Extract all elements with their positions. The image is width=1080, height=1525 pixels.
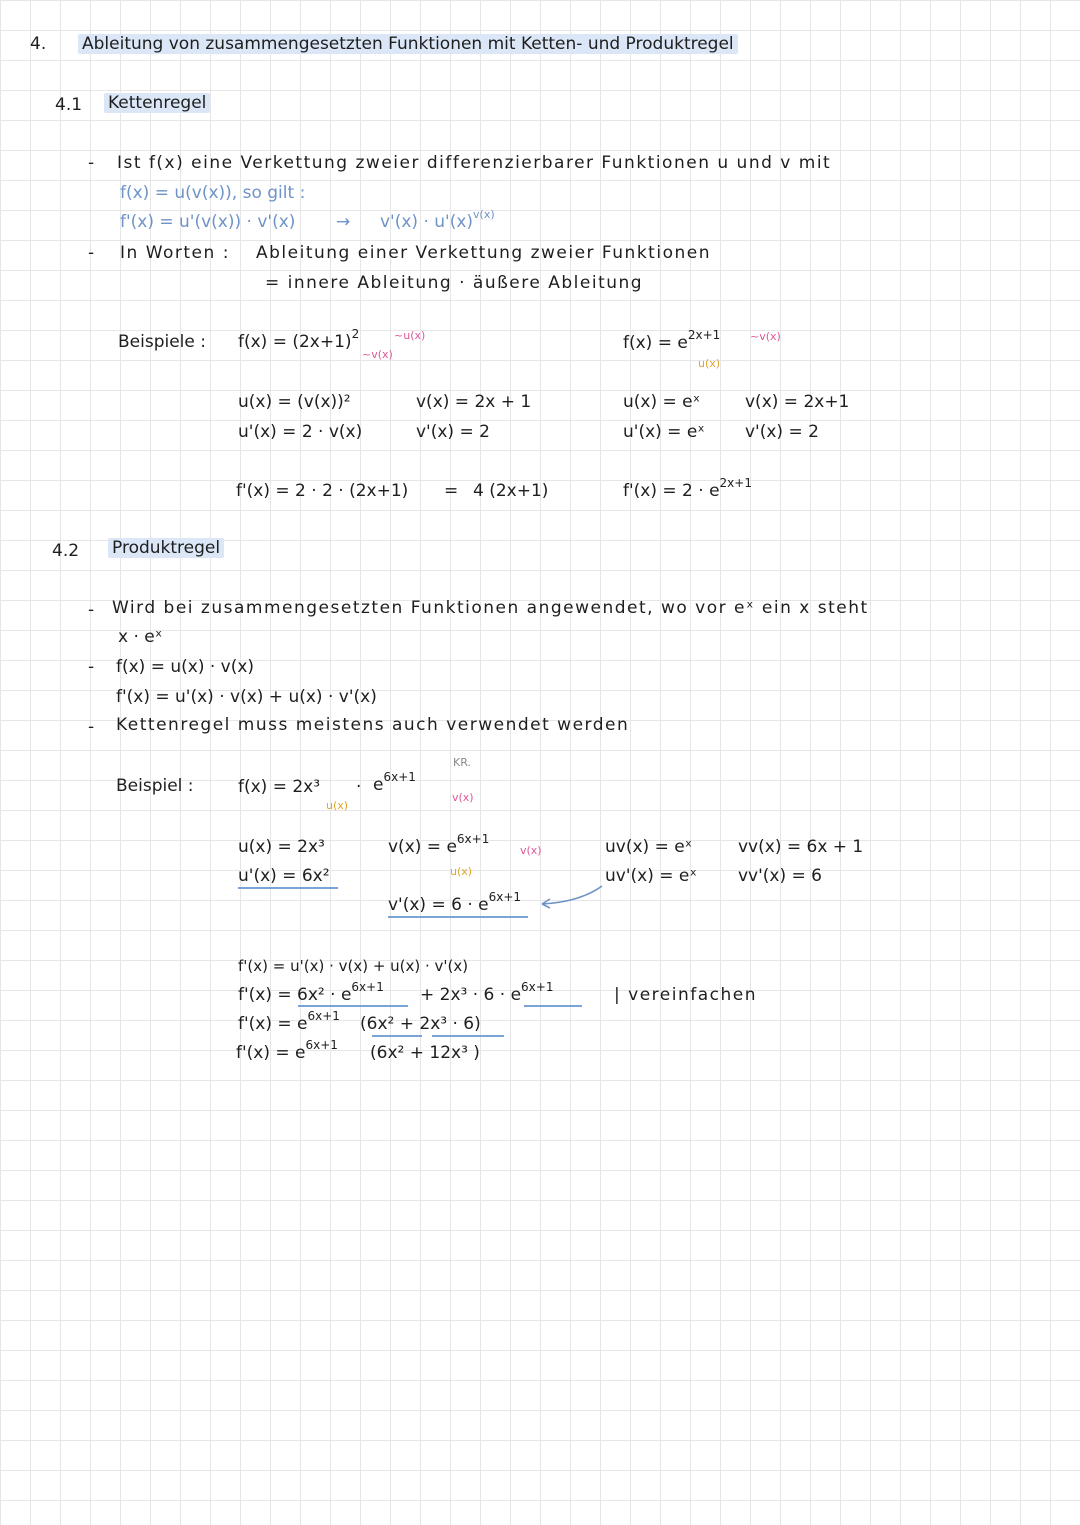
ex1-f-text: f(x) = (2x+1) <box>238 332 352 352</box>
kettenregel-derivative: f'(x) = u'(v(x)) · v'(x) <box>120 212 296 232</box>
note-ux: u(x) <box>326 799 349 812</box>
s2a-exp: 6x+1 <box>351 980 384 994</box>
step3-part-b: (6x² + 2x³ · 6) <box>360 1014 481 1034</box>
ex1-equals: = <box>444 481 459 501</box>
s4a-exp: 6x+1 <box>305 1038 338 1052</box>
underline-step3-a <box>372 1035 422 1037</box>
step4-part-a <box>236 1038 338 1064</box>
page-title <box>78 34 738 54</box>
pr-uv-prime: uv'(x) = eˣ <box>605 866 697 886</box>
s3a-text: f'(x) = e <box>238 1014 308 1034</box>
ex2-u-prime: u'(x) = eˣ <box>623 422 705 442</box>
ex2-function <box>623 328 721 354</box>
underline-step3-b <box>432 1035 504 1037</box>
alt-form-sup: v(x) <box>473 208 495 221</box>
subsection-number-produktregel: 4.2 <box>52 541 80 561</box>
s2b-exp: 6x+1 <box>521 980 554 994</box>
subsection-number-kettenregel: 4.1 <box>55 95 83 115</box>
pr-vv: vv(x) = 6x + 1 <box>738 837 864 857</box>
ex1-f-exp: 2 <box>351 327 360 341</box>
underline-step2-a <box>298 1005 408 1007</box>
ex2-fp-text: f'(x) = 2 · e <box>623 481 720 501</box>
step2-note: | vereinfachen <box>614 985 757 1005</box>
bullet-dash: - <box>88 243 95 263</box>
ex2-f-exp: 2x+1 <box>687 328 721 342</box>
kettenregel-definition: Ist f(x) eine Verkettung zweier differenzierbarer Funktionen u und v mit <box>117 153 832 173</box>
ex1-note-u: ~u(x) <box>394 329 426 342</box>
produktregel-fp: f'(x) = u'(x) · v(x) + u(x) · v'(x) <box>116 687 377 707</box>
pr-vp-exp: 6x+1 <box>488 890 522 904</box>
ex1-u: u(x) = (v(x))² <box>238 392 351 412</box>
ex2-derivative <box>623 476 752 502</box>
bullet-dash: - <box>88 153 95 173</box>
note-vx: v(x) <box>452 791 474 804</box>
underline-u-prime <box>238 887 338 889</box>
pr-f-dot: · <box>356 777 362 797</box>
pr-f-e-exp: 6x+1 <box>383 770 416 784</box>
example-label: Beispiel : <box>116 776 194 796</box>
ex2-v-prime: v'(x) = 2 <box>745 422 819 442</box>
underline-v-prime <box>388 916 528 918</box>
produktregel-note: Kettenregel muss meistens auch verwendet werden <box>116 715 630 735</box>
pr-u-prime: u'(x) = 6x² <box>238 866 330 886</box>
produktregel-f: f(x) = u(x) · v(x) <box>116 657 255 677</box>
bullet-dash: - <box>88 600 95 620</box>
pr-vv-prime: vv'(x) = 6 <box>738 866 822 886</box>
bullet-dash: - <box>88 717 95 737</box>
ex1-note-v: ~v(x) <box>362 348 393 361</box>
subsection-heading-kettenregel <box>104 93 210 113</box>
s4a-text: f'(x) = e <box>236 1043 306 1063</box>
produktregel-example-form: x · eˣ <box>118 627 163 647</box>
pr-u: u(x) = 2x³ <box>238 837 325 857</box>
produktregel-heading-text: Produktregel <box>108 538 224 558</box>
pr-v-note-ux: u(x) <box>450 865 473 878</box>
ex1-v: v(x) = 2x + 1 <box>416 392 532 412</box>
in-worten-text: Ableitung einer Verkettung zweier Funktionen <box>256 243 711 263</box>
pr-vp-text: v'(x) = 6 · e <box>388 895 489 915</box>
subsection-heading-produktregel <box>108 538 224 558</box>
in-worten-label: In Worten : <box>120 243 230 263</box>
ex1-u-prime: u'(x) = 2 · v(x) <box>238 422 363 442</box>
ex2-note-v: ~v(x) <box>750 330 781 343</box>
note-kr: KR. <box>453 756 471 769</box>
s2b-text: + 2x³ · 6 · e <box>420 985 522 1005</box>
alt-form-text: v'(x) · u'(x) <box>380 212 474 232</box>
step2-part-a <box>238 980 384 1006</box>
ex2-u: u(x) = eˣ <box>623 392 701 412</box>
s2a-text: f'(x) = 6x² · e <box>238 985 352 1005</box>
kettenregel-heading-text: Kettenregel <box>104 93 210 113</box>
arrow-back-icon <box>530 880 610 914</box>
examples-label: Beispiele : <box>118 332 206 352</box>
ex2-f-text: f(x) = e <box>623 333 688 353</box>
produktregel-definition: Wird bei zusammengesetzten Funktionen angewendet, wo vor eˣ ein x steht <box>112 598 869 618</box>
ex1-result: 4 (2x+1) <box>473 481 549 501</box>
ex2-note-u: u(x) <box>698 357 721 370</box>
kettenregel-f-def: f(x) = u(v(x)), so gilt : <box>120 183 306 203</box>
pr-v-note-vx: v(x) <box>520 844 542 857</box>
ex2-v: v(x) = 2x+1 <box>745 392 850 412</box>
step1: f'(x) = u'(x) · v(x) + u(x) · v'(x) <box>238 957 469 975</box>
ex1-derivative: f'(x) = 2 · 2 · (2x+1) <box>236 481 409 501</box>
pr-uv: uv(x) = eˣ <box>605 837 693 857</box>
ex1-v-prime: v'(x) = 2 <box>416 422 490 442</box>
kettenregel-alt-form <box>380 208 495 234</box>
pr-f-e <box>373 770 416 796</box>
pr-v <box>388 832 490 858</box>
arrow-icon: → <box>336 212 351 232</box>
pr-v-prime <box>388 890 522 916</box>
pr-f-part1: f(x) = 2x³ <box>238 777 321 797</box>
bullet-dash: - <box>88 657 95 677</box>
ex2-fp-exp: 2x+1 <box>719 476 752 490</box>
step2-part-b <box>420 980 554 1006</box>
pr-v-exp: 6x+1 <box>456 832 490 846</box>
ex1-function <box>238 327 360 353</box>
pr-v-text: v(x) = e <box>388 837 457 857</box>
in-worten-line2: = innere Ableitung · äußere Ableitung <box>265 273 644 293</box>
section-number: 4. <box>30 34 47 54</box>
step4-part-b: (6x² + 12x³ ) <box>370 1043 480 1063</box>
page-title-text: Ableitung von zusammengesetzten Funktionen mit Ketten- und Produktregel <box>78 34 738 54</box>
step3-part-a <box>238 1009 340 1035</box>
underline-step2-b <box>524 1005 582 1007</box>
s3a-exp: 6x+1 <box>307 1009 340 1023</box>
pr-f-e-base: e <box>373 775 384 795</box>
